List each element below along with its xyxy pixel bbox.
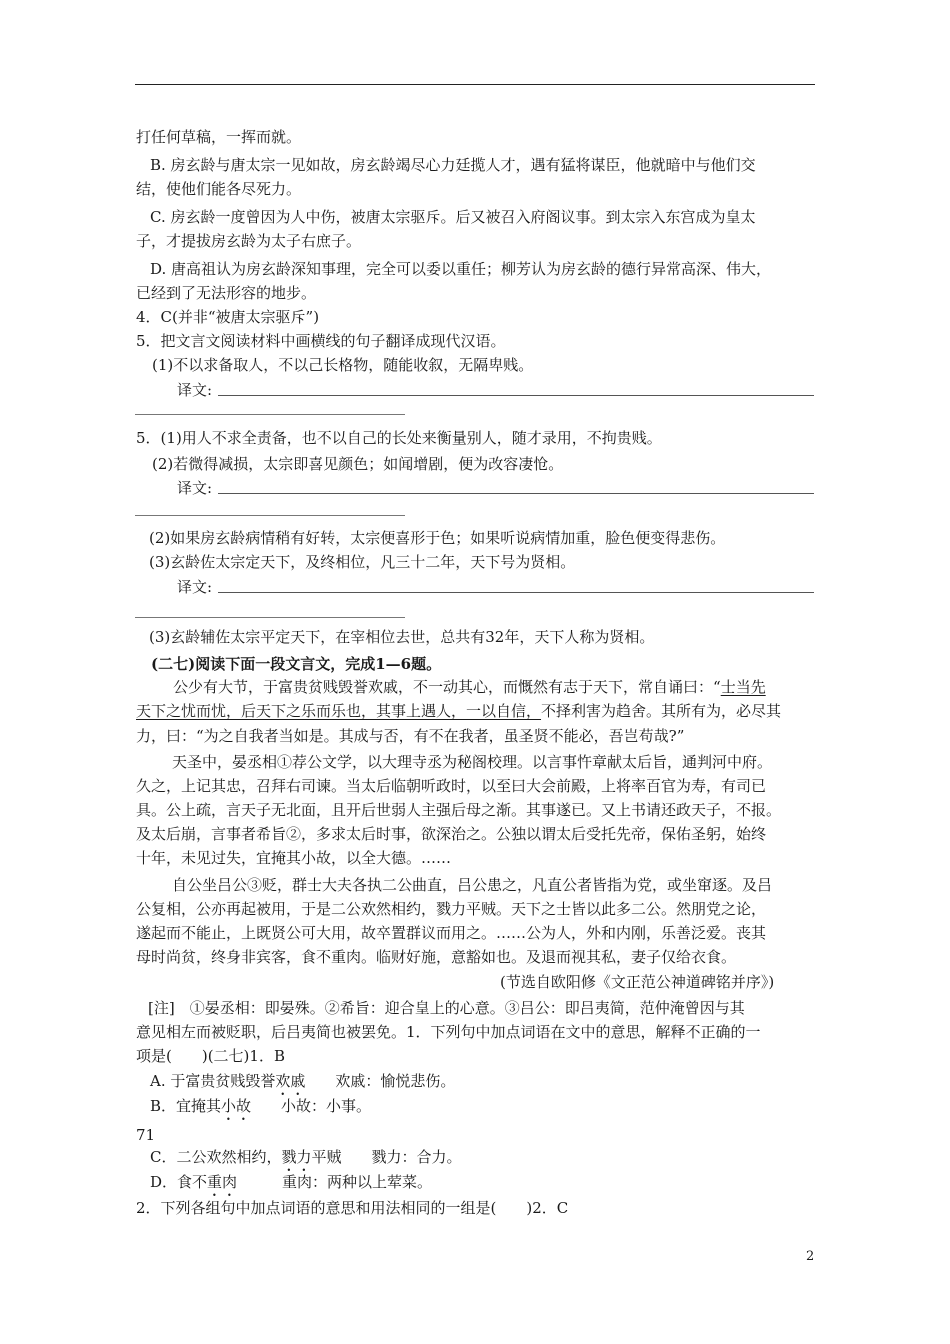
page-number: 2 <box>806 1249 815 1264</box>
sentence-1: (1)不以求备取人，不以己长格物，随能收叙，无隔卑贱。 <box>152 356 534 374</box>
dotted-word: 戮力 <box>281 1148 312 1166</box>
translation-blank <box>218 493 814 494</box>
passage-line: 公复相，公亦再起被用，于是二公欢然相约，戮力平贼。天下之士皆以此多二公。然朋党之论， <box>136 900 767 918</box>
header-rule <box>135 84 815 85</box>
answer-4: 4．C(并非“被唐太宗驱斥”) <box>136 308 320 326</box>
passage-line: 遂起而不能止，上既贤公可大用，故卒置群议而用之。……公为人，外和内刚，乐善泛爱。丧其 <box>136 924 767 942</box>
passage-line: 久之，上记其忠，召拜右司谏。当太后临朝听政时，以至曰大会前殿，上将率百官为寿，有司已 <box>136 777 767 795</box>
translation-blank <box>218 395 814 396</box>
text-line: 打任何草稿，一挥而就。 <box>136 128 302 146</box>
option-c-line: C. 房玄龄一度曾因为人中伤，被唐太宗驱斥。后又被召入府阁议事。到太宗入东宫成为皇太 <box>150 208 756 226</box>
option-b: B．宜掩其小故 小故：小事。 <box>150 1097 372 1115</box>
passage-line: 自公坐吕公③贬，群士大夫各执二公曲直，吕公患之，凡直公者皆指为党，或坐窜逐。及吕 <box>172 876 773 894</box>
text-line: 已经到了无法形容的地步。 <box>136 284 317 302</box>
option-a: A. 于富贵贫贱毁誉欢戚 欢戚：愉悦悲伤。 <box>150 1072 456 1090</box>
passage-line: 及太后崩，言事者希旨②，多求太后时事，欲深治之。公独以谓太后受托先帝，保佑圣躬，始终 <box>136 825 767 843</box>
option-d-line: D. 唐高祖认为房玄龄深知事理，完全可以委以重任；柳芳认为房玄龄的德行异常高深、伟大， <box>150 260 772 278</box>
inline-number: 71 <box>136 1126 156 1144</box>
translation-label: 译文: <box>177 578 213 596</box>
dotted-word: 小故 <box>221 1097 252 1115</box>
translation-blank-continued <box>135 617 405 618</box>
translation-label: 译文: <box>177 381 213 399</box>
option-b-line: B. 房玄龄与唐太宗一见如故，房玄龄竭尽心力廷揽人才，遇有猛将谋臣，他就暗中与他们交 <box>150 156 756 174</box>
passage-line: 天下之忧而忧，后天下之乐而乐也，其事上遇人，一以自信，不择利害为趋舍。其所有为，必尽其 <box>136 702 782 720</box>
answer-5-2: (2)如果房玄龄病情稍有好转，太宗便喜形于色；如果听说病情加重，脸色便变得悲伤。 <box>149 529 726 547</box>
text-line: 结，使他们能各尽死力。 <box>136 180 302 198</box>
option-c: C．二公欢然相约，戮力平贼 戮力：合力。 <box>150 1148 462 1166</box>
source-citation: (节选自欧阳修《文正范公神道碑铭并序》) <box>500 973 775 991</box>
question-1-stem: 项是( )(二七)1．B <box>136 1047 285 1065</box>
underlined-sentence: 士当先 <box>720 678 766 696</box>
underlined-sentence: 天下之忧而忧，后天下之乐而乐也，其事上遇人，一以自信， <box>136 702 542 720</box>
answer-5-1: 5．(1)用人不求全责备，也不以自己的长处来衡量别人，随才录用，不拘贵贱。 <box>136 429 662 447</box>
dotted-word: 重肉 <box>207 1173 238 1191</box>
dotted-word: 欢戚 <box>275 1072 306 1090</box>
passage-line: 天圣中，晏丞相①荐公文学，以大理寺丞为秘阁校理。以言事忤章献太后旨，通判河中府。 <box>172 753 773 771</box>
sentence-3: (3)玄龄佐太宗定天下，及终相位，凡三十二年，天下号为贤相。 <box>149 553 576 571</box>
sentence-2: (2)若微得减损，太宗即喜见颜色；如闻增剧，便为改容凄怆。 <box>152 455 564 473</box>
question-2-stem: 2．下列各组句中加点词语的意思和用法相同的一组是( )2．C <box>136 1199 569 1217</box>
passage-line: 公少有大节，于富贵贫贱毁誉欢戚，不一动其心，而慨然有志于天下，常自诵曰：“士当先 <box>173 678 766 696</box>
passage-line: 十年，未见过失，宜掩其小故，以全大德。…… <box>136 849 452 867</box>
section-heading: (二七)阅读下面一段文言文，完成1—6题。 <box>151 655 442 673</box>
text-line: 子，才提拔房玄龄为太子右庶子。 <box>136 232 362 250</box>
translation-blank-continued <box>135 515 405 516</box>
passage-line: 具。公上疏，言天子无北面，且开后世弱人主强后母之渐。其事遂已。又上书请还政天子，不报。 <box>136 801 782 819</box>
passage-line: 母时尚贫，终身非宾客，食不重肉。临财好施，意豁如也。及退而视其私，妻子仅给衣食。 <box>136 948 737 966</box>
question-5: 5．把文言文阅读材料中画横线的句子翻译成现代汉语。 <box>136 332 506 350</box>
translation-blank-continued <box>135 414 405 415</box>
translation-blank <box>218 592 814 593</box>
annotation-line: [注] ①晏丞相：即晏殊。②希旨：迎合皇上的心意。③吕公：即吕夷简，范仲淹曾因与其 <box>148 999 745 1017</box>
annotation-line: 意见相左而被贬职，后吕夷简也被罢免。1．下列句中加点词语在文中的意思，解释不正确的一 <box>136 1023 761 1041</box>
passage-line: 力，曰：“为之自我者当如是。其成与否，有不在我者，虽圣贤不能必，吾岂苟哉?” <box>136 727 685 745</box>
translation-label: 译文: <box>177 479 213 497</box>
option-d: D．食不重肉 重肉：两种以上荤菜。 <box>150 1173 433 1191</box>
answer-5-3: (3)玄龄辅佐太宗平定天下，在宰相位去世，总共有32年，天下人称为贤相。 <box>149 628 655 646</box>
